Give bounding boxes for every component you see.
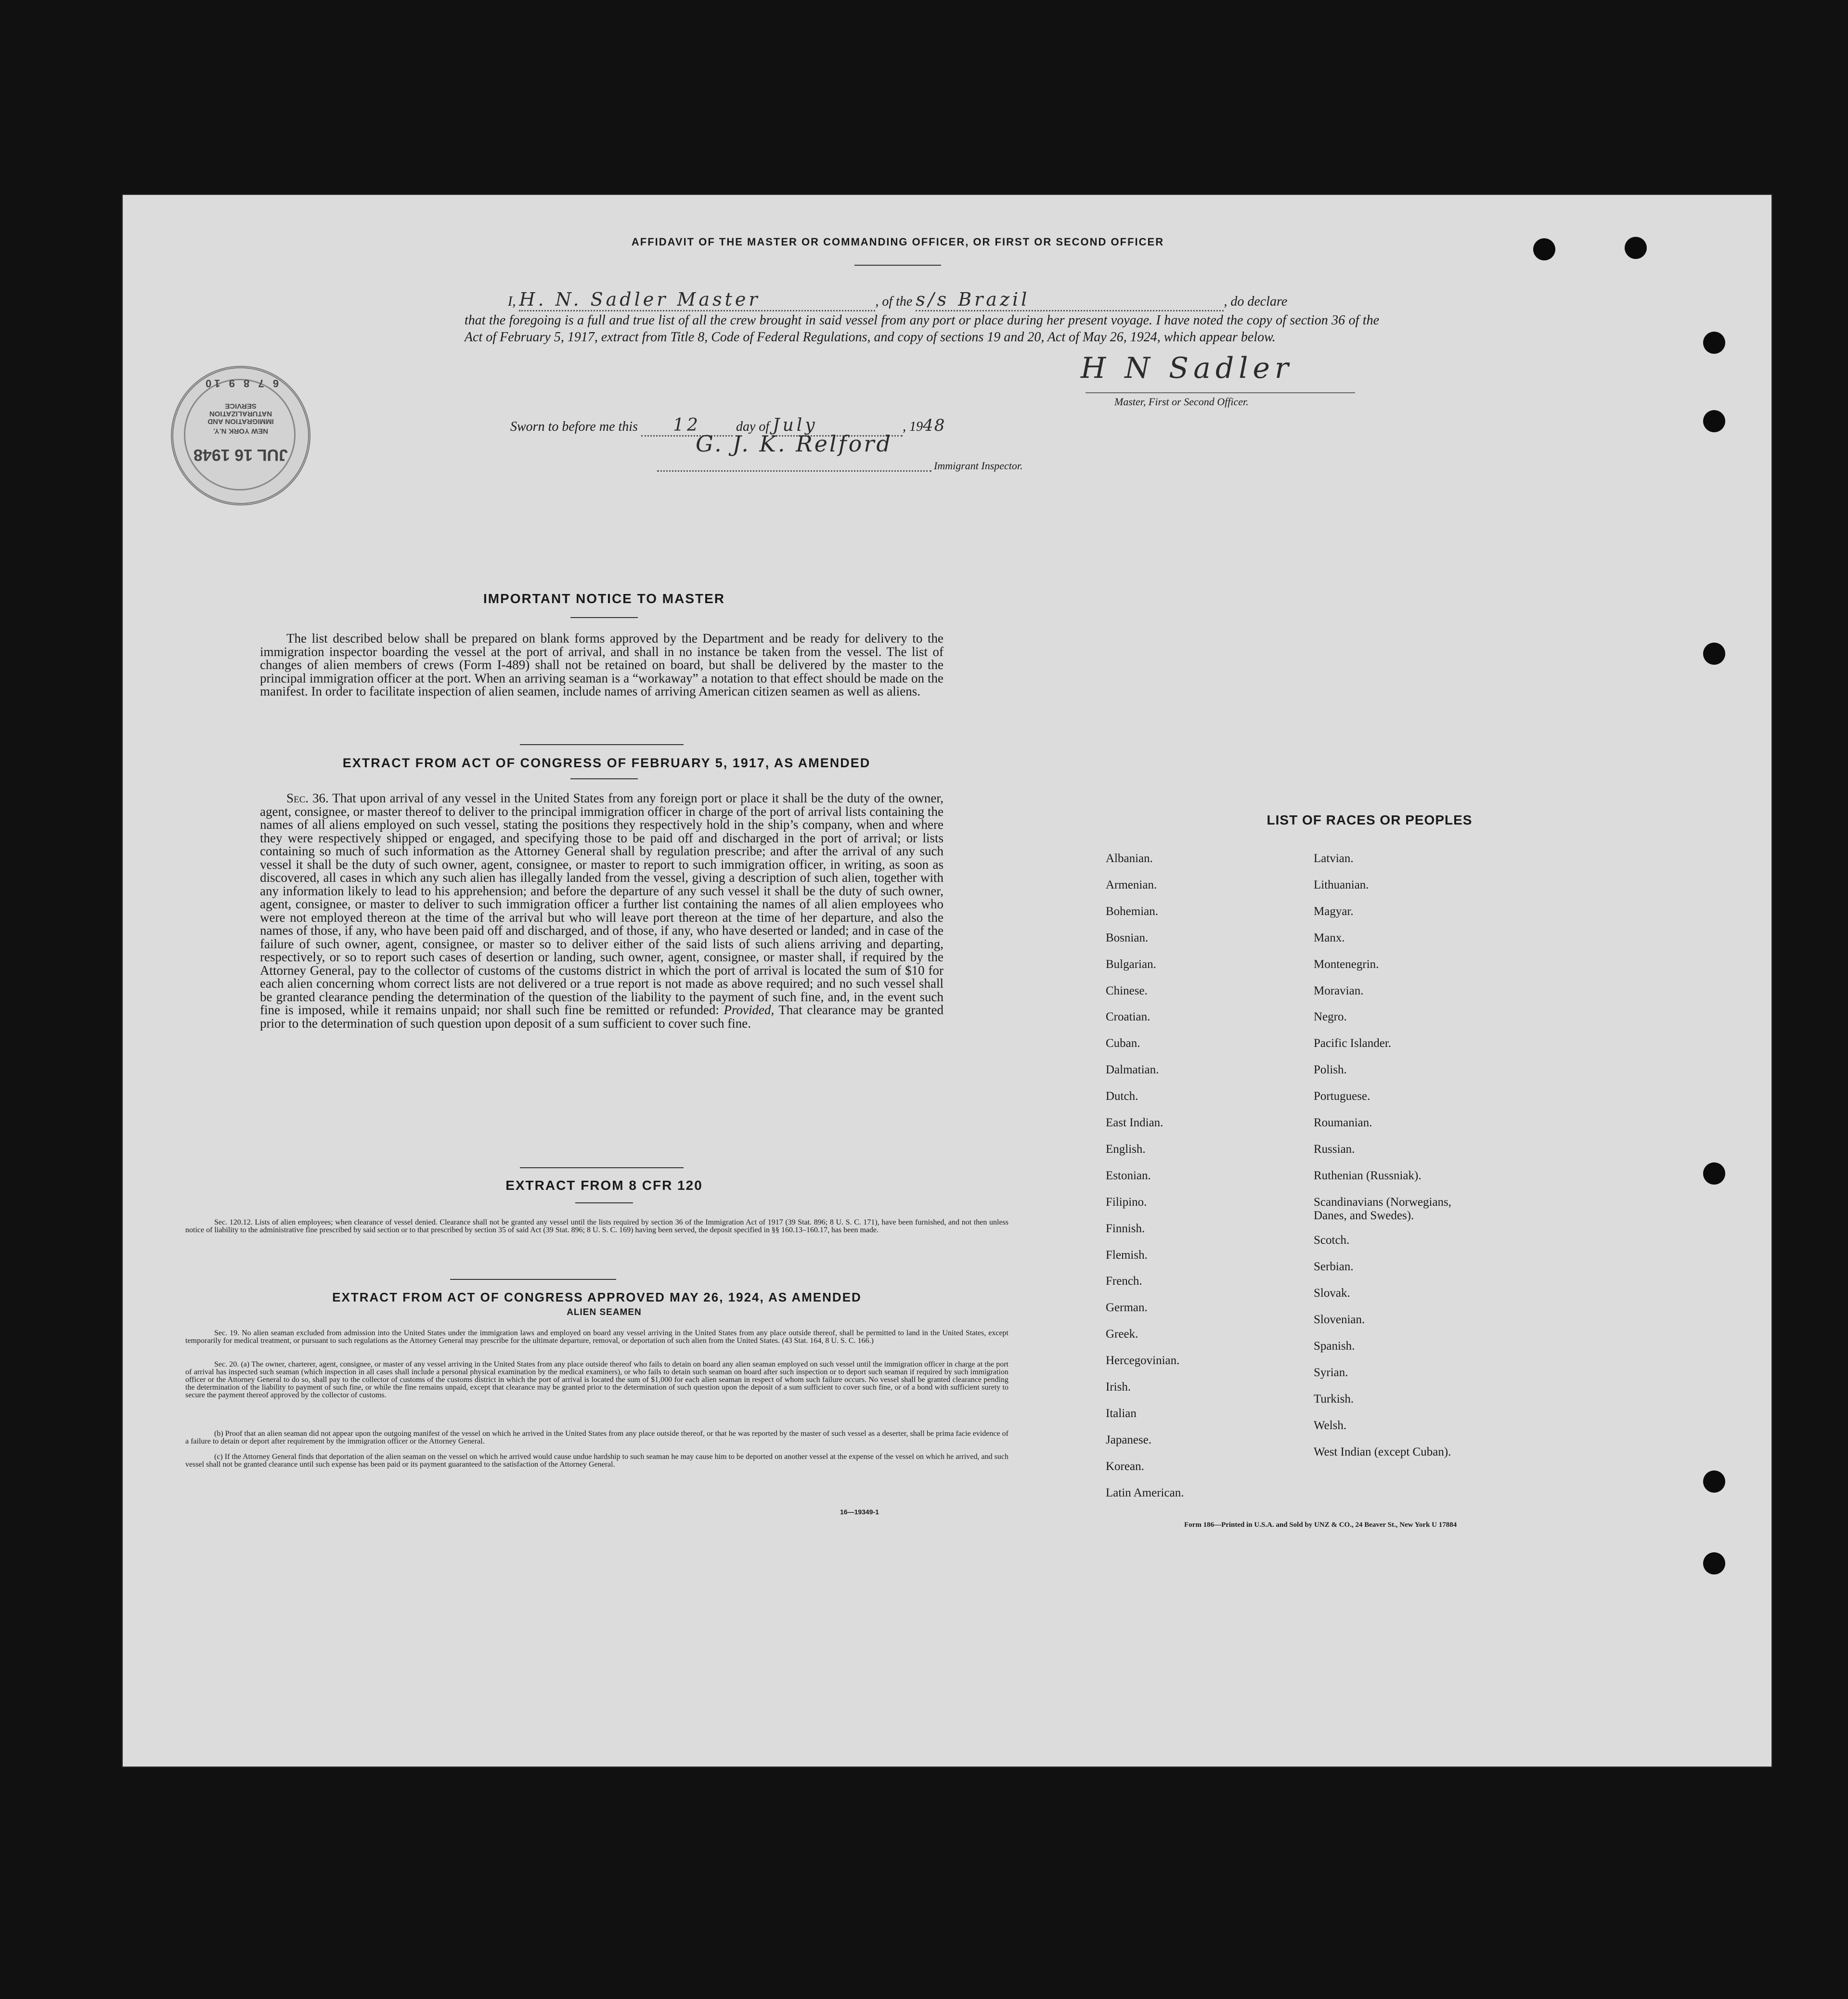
race-item: Pacific Islander. (1314, 1037, 1392, 1050)
document-sheet (123, 195, 1771, 1767)
race-item: Latin American. (1106, 1486, 1184, 1499)
race-item: Flemish. (1106, 1248, 1148, 1262)
race-item: Slovak. (1314, 1287, 1350, 1300)
race-item: Russian. (1314, 1142, 1355, 1156)
section-36-text: That upon arrival of any vessel in the United States from any foreign port or place it shall be the duty of the owner, agent, consignee, or master thereof to deliver to the principal immigration officer in charge of the port of arrival lists containing the names of all aliens employed on such vessel, stating the positions they respectively hold in the ship’s company, when and where they were respectively shipped or engaged, and specifying those to be paid off and discharged in the port of arrival; or lists containing so much of such information as the Attorney General shall by regulation prescribe; and after the arrival of any such vessel it shall be the duty of such owner, agent, consignee, or master to report to such immigration officer, in writing, as soon as discovered, all cases in which any such alien has illegally landed from the vessel, giving a description of such alien, together with any information likely to lead to his apprehension; and before the departure of any such vessel it shall be the duty of such owner, agent, consignee, or master to deliver to such immigration officer a further list containing the names of all alien employees who were not employed thereon at the time of the arrival but who will leave port thereon at the time of her departure, and also the names of those, if any, who have been paid off and discharged, and of those, if any, who have deserted or landed; and in case of the failure of such owner, agent, consignee, or master so to deliver either of the said lists of such aliens arriving and departing, respectively, or so to report such cases of desertion or landing, such owner, agent, consignee, or master shall, if required by the Attorney General, pay to the collector of customs of the customs district in which the port of arrival is located the sum of $10 for each alien concerning whom correct lists are not delivered or a true report is not made as above required; and no such vessel shall be granted clearance pending the determination of the question of the liability to the payment of such fine, and, in the event such fine is imposed, while it remains unpaid; nor shall such fine be remitted or refunded: (260, 791, 943, 1017)
race-item: West Indian (except Cuban). (1314, 1445, 1451, 1458)
sec-20c-text: (c) If the Attorney General finds that deportation of the alien seaman on the vessel on which he arrived would cause undue hardship to such seaman he may cause him to be deported on another vessel at the expense of the vessel on which he arrived, and such vessel shall not be granted clearance until such expense has been paid or its payment guaranteed to the satisfaction of the Attorney General. (185, 1453, 1008, 1469)
race-item: Korean. (1106, 1459, 1144, 1473)
receipt-stamp (171, 366, 310, 505)
sec-20b-text: (b) Proof that an alien seaman did not appear upon the outgoing manifest of the vessel on which he arrived in the United States from any place outside thereof, or that he was reported by the master of such vessel as a deserter, shall be prima facie evidence of a failure to detain or deport after requirement by the immigration officer or the Attorney General. (185, 1430, 1008, 1445)
race-item: English. (1106, 1142, 1146, 1156)
section-divider (520, 1167, 684, 1168)
of-the-label: , of the (875, 294, 913, 309)
extract-1924-title: EXTRACT FROM ACT OF CONGRESS APPROVED MAY 26, 1924, AS AMENDED (332, 1290, 862, 1304)
notice-title: IMPORTANT NOTICE TO MASTER (483, 591, 725, 606)
race-item: Scotch. (1314, 1234, 1350, 1247)
inspector-signature: G. J. K. Relford (696, 431, 892, 457)
day-of-label: day of (736, 419, 770, 434)
race-item: Roumanian. (1314, 1116, 1372, 1129)
sworn-month: July (773, 415, 903, 437)
stamp-date: JUL 16 1948 (194, 446, 288, 464)
punch-hole (1703, 332, 1725, 354)
race-item: Negro. (1314, 1010, 1347, 1024)
race-item: East Indian. (1106, 1116, 1163, 1129)
race-item: Welsh. (1314, 1419, 1347, 1432)
master-name: H. N. Sadler Master (519, 289, 875, 311)
punch-hole (1703, 1470, 1725, 1493)
race-item: Dalmatian. (1106, 1063, 1159, 1077)
punch-hole (1703, 1552, 1725, 1574)
extract-1924-subtitle: ALIEN SEAMEN (567, 1307, 642, 1317)
race-item: Bohemian. (1106, 904, 1159, 918)
race-item: Japanese. (1106, 1433, 1152, 1446)
race-item: Chinese. (1106, 984, 1148, 997)
notice-body: The list described below shall be prepared on blank forms approved by the Department and be ready for delivery to the immigration inspector boarding the vessel at the port of arrival, and shall in no instance be taken from the vessel. The list of changes of alien members of crews (Form I-489) shall not be retained on board, but shall be delivered by the master to the principal immigration officer at the port. When an arriving seaman is a “workaway” a notation to that effect should be made on the manifest. In order to facilitate inspection of alien seamen, include names of arriving American citizen seamen as well as aliens. (260, 631, 943, 698)
cfr-body: Sec. 120.12. Lists of alien employees; when clearance of vessel denied. Clearance shall not be granted any vessel until the lists required by section 36 of the Immigration Act of 1917 (39 Stat. 896; 8 U. S. C. 171), have been furnished, and not then unless notice of liability to the administrative fine prescribed by said section or to that prescribed by section 35 of said Act (39 Stat. 896; 8 U. S. C. 169) having been served, the deposit specified in §§ 160.13–160.17, has been made. (185, 1218, 1008, 1234)
race-item: Dutch. (1106, 1090, 1138, 1103)
race-item: Bosnian. (1106, 931, 1149, 944)
race-item: Spanish. (1314, 1339, 1355, 1353)
race-item: Turkish. (1314, 1392, 1354, 1406)
proviso-label: Provided, (724, 1003, 775, 1017)
punch-hole (1625, 237, 1647, 259)
race-item: Scandinavians (Norwegians, Danes, and Swedes). (1314, 1195, 1452, 1222)
vessel-name: s/s Brazil (916, 289, 1224, 311)
cfr-title: EXTRACT FROM 8 CFR 120 (505, 1178, 703, 1193)
inspector-signature-line (657, 470, 931, 472)
form-code: 16—19349-1 (840, 1508, 879, 1516)
cfr-rule (575, 1202, 633, 1203)
section-divider (450, 1279, 616, 1280)
extract-1917-rule (570, 778, 638, 779)
race-item: Serbian. (1314, 1260, 1354, 1274)
race-item: Portuguese. (1314, 1090, 1370, 1103)
race-item: Greek. (1106, 1328, 1138, 1341)
race-item: Albanian. (1106, 852, 1153, 865)
section-divider (520, 744, 684, 745)
inspector-caption: Immigrant Inspector. (934, 460, 1023, 472)
signature-line (1086, 392, 1355, 393)
race-item: Latvian. (1314, 852, 1354, 865)
sworn-label: Sworn to before me this (510, 419, 638, 434)
punch-hole (1703, 410, 1725, 432)
prefix-i: I, (508, 294, 516, 309)
races-title: LIST OF RACES OR PEOPLES (1266, 812, 1473, 827)
extract-1917-body (260, 792, 943, 1030)
extract-1917-title: EXTRACT FROM ACT OF CONGRESS OF FEBRUARY 5, 1917, AS AMENDED (342, 756, 871, 770)
race-item: Polish. (1314, 1063, 1347, 1077)
declaration-body: that the foregoing is a full and true list of all the crew brought in said vessel from any port or place during her present voyage. I have noted the copy of section 36 of the Act of February 5, 1917, extract from Title 8, Code of Federal Regulations, and copy of sections 19 and 20, Act of May 26, 1924, which appear below. (465, 313, 1379, 345)
race-item: Filipino. (1106, 1195, 1147, 1209)
do-declare-label: , do declare (1224, 294, 1288, 309)
race-item: Finnish. (1106, 1222, 1145, 1235)
stamp-agency: IMMIGRATION AND NATURALIZATION SERVICE (207, 402, 274, 426)
race-item: German. (1106, 1301, 1148, 1315)
stamp-city: NEW YORK N.Y. (213, 427, 268, 435)
declaration-line (508, 289, 1499, 311)
race-item: French. (1106, 1275, 1142, 1288)
race-item: Croatian. (1106, 1010, 1150, 1024)
sworn-day: 12 (641, 415, 733, 437)
signature-caption: Master, First or Second Officer. (1114, 396, 1249, 408)
proviso-text: That clearance may be granted prior to the determination of such question upon deposit of a sum sufficient to cover such fine. (260, 1003, 944, 1031)
race-item: Estonian. (1106, 1169, 1151, 1182)
race-item: Irish. (1106, 1380, 1131, 1393)
section-36-label: Sec. 36. (286, 791, 329, 805)
race-item: Slovenian. (1314, 1313, 1365, 1326)
race-item: Ruthenian (Russniak). (1314, 1169, 1422, 1182)
stamp-digits: 6 7 8 9 10 (203, 377, 279, 389)
race-item: Bulgarian. (1106, 957, 1156, 971)
sec-19-text: Sec. 19. No alien seaman excluded from admission into the United States under the immigration laws and employed on board any vessel arriving in the United States from any place outside thereof, shall be permitted to land in the United States, except temporarily for medical treatment, or pursuant to such regulations as the Attorney General may prescribe for the ultimate departure, removal, or deportation of such alien from the United States. (43 Stat. 164, 8 U. S. C. 166.) (185, 1329, 1008, 1345)
title-rule (854, 265, 941, 266)
race-item: Manx. (1314, 931, 1345, 944)
punch-hole (1703, 1162, 1725, 1185)
race-item: Hercegovinian. (1106, 1354, 1180, 1367)
affidavit-title: AFFIDAVIT OF THE MASTER OR COMMANDING OFFICER, OR FIRST OR SECOND OFFICER (631, 236, 1164, 248)
race-item: Armenian. (1106, 878, 1157, 891)
race-item: Syrian. (1314, 1366, 1348, 1379)
race-item: Magyar. (1314, 904, 1354, 918)
race-item: Montenegrin. (1314, 957, 1379, 971)
race-item: Lithuanian. (1314, 878, 1369, 891)
master-signature: H N Sadler (1081, 351, 1293, 385)
punch-hole (1533, 238, 1555, 260)
punch-hole (1703, 643, 1725, 665)
sworn-year: 48 (923, 416, 946, 435)
notice-rule (570, 617, 638, 618)
race-item: Moravian. (1314, 984, 1364, 997)
race-item: Cuban. (1106, 1037, 1140, 1050)
race-item: Italian (1106, 1406, 1137, 1420)
year-prefix: , 19 (903, 419, 923, 434)
races-footer: Form 186—Printed in U.S.A. and Sold by UNZ & CO., 24 Beaver St., New York U 17884 (1184, 1521, 1457, 1529)
sec-20a-text: Sec. 20. (a) The owner, charterer, agent, consignee, or master of any vessel arriving in the United States from any place outside thereof who fails to detain on board any alien seaman employed on such vessel until the immigration officer in charge at the port of arrival has inspected such seaman (which inspection in all cases shall include a personal physical examination by the medical examiners), or who fails to detain such seaman on board after such inspection or to deport such seaman if required by such immigration officer or the Attorney General to do so, shall pay to the collector of customs of the customs district in which the port of arrival is located the sum of $1,000 for each alien seaman in respect of whom such failure occurs. No vessel shall be granted clearance pending the determination of the liability to payment of such fine, or while the fine remains unpaid, except that clearance may be granted prior to the determination of such question upon the deposit of a sum sufficient to cover such fine, or of a bond with sufficient surety to secure the payment thereof approved by the collector of customs. (185, 1360, 1008, 1399)
